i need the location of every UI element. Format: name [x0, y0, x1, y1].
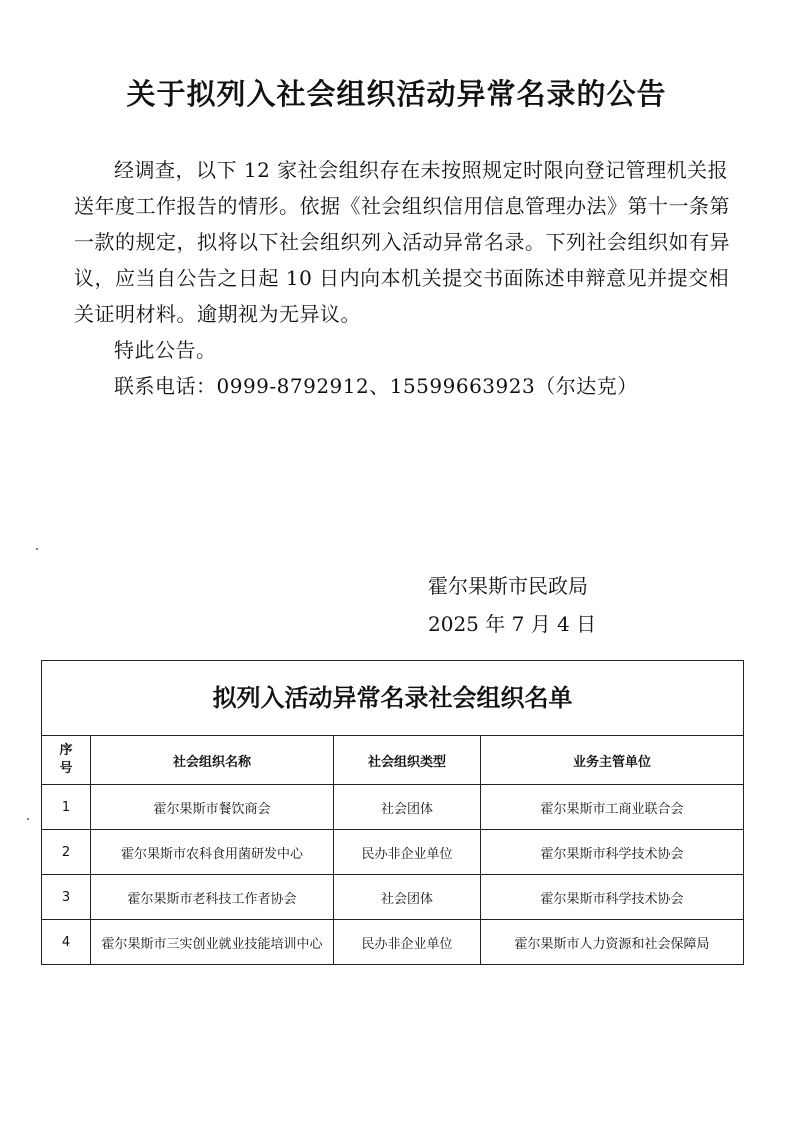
signature-org: 霍尔果斯市民政局 [428, 574, 588, 598]
header-type: 社会组织类型 [334, 736, 481, 785]
row-seq: 1 [42, 785, 91, 830]
org-list-table-box [41, 660, 744, 965]
row-type: 民办非企业单位 [334, 920, 481, 965]
row-name: 霍尔果斯市农科食用菌研发中心 [91, 830, 334, 875]
header-seq-line1: 序 [59, 743, 73, 758]
row-seq: 4 [42, 920, 91, 965]
header-unit: 业务主管单位 [481, 736, 744, 785]
row-type: 社会团体 [334, 785, 481, 830]
header-name: 社会组织名称 [91, 736, 334, 785]
row-unit: 霍尔果斯市科学技术协会 [481, 875, 744, 920]
row-seq: 3 [42, 875, 91, 920]
row-name: 霍尔果斯市餐饮商会 [91, 785, 334, 830]
table-row [42, 920, 743, 965]
row-type: 社会团体 [334, 875, 481, 920]
row-name: 霍尔果斯市三实创业就业技能培训中心 [91, 920, 334, 965]
row-unit: 霍尔果斯市科学技术协会 [481, 830, 744, 875]
header-seq [42, 736, 91, 785]
notice-paragraph-main: 经调查，以下 12 家社会组织存在未按照规定时限向登记管理机关报送年度工作报告的情形。依据《社会组织信用信息管理办法》第十一条第一款的规定，拟将以下社会组织列入活动异常名录。下列社会组织如有异议，应当自公告之日起 10 日内向本机关提交书面陈述申辩意见并提交相关证明材料。逾期视为无异议。 [74, 158, 730, 326]
org-list-table [42, 736, 743, 964]
contact-phone: 联系电话：0999-8792912、15599663923（尔达克） [114, 374, 638, 398]
row-seq: 2 [42, 830, 91, 875]
list-title: 拟列入活动异常名录社会组织名单 [42, 661, 743, 736]
scan-speck [27, 818, 29, 820]
notice-body [74, 152, 734, 404]
notice-title: 关于拟列入社会组织活动异常名录的公告 [126, 77, 667, 111]
table-row [42, 785, 743, 830]
scan-speck [36, 548, 38, 550]
signature-date: 2025 年 7 月 4 日 [428, 612, 597, 636]
header-seq-line2: 号 [59, 761, 73, 776]
row-name: 霍尔果斯市老科技工作者协会 [91, 875, 334, 920]
notice-paragraph-closing: 特此公告。 [114, 338, 217, 362]
row-unit: 霍尔果斯市人力资源和社会保障局 [481, 920, 744, 965]
table-header-row [42, 736, 743, 785]
table-row [42, 875, 743, 920]
table-row [42, 830, 743, 875]
row-unit: 霍尔果斯市工商业联合会 [481, 785, 744, 830]
row-type: 民办非企业单位 [334, 830, 481, 875]
